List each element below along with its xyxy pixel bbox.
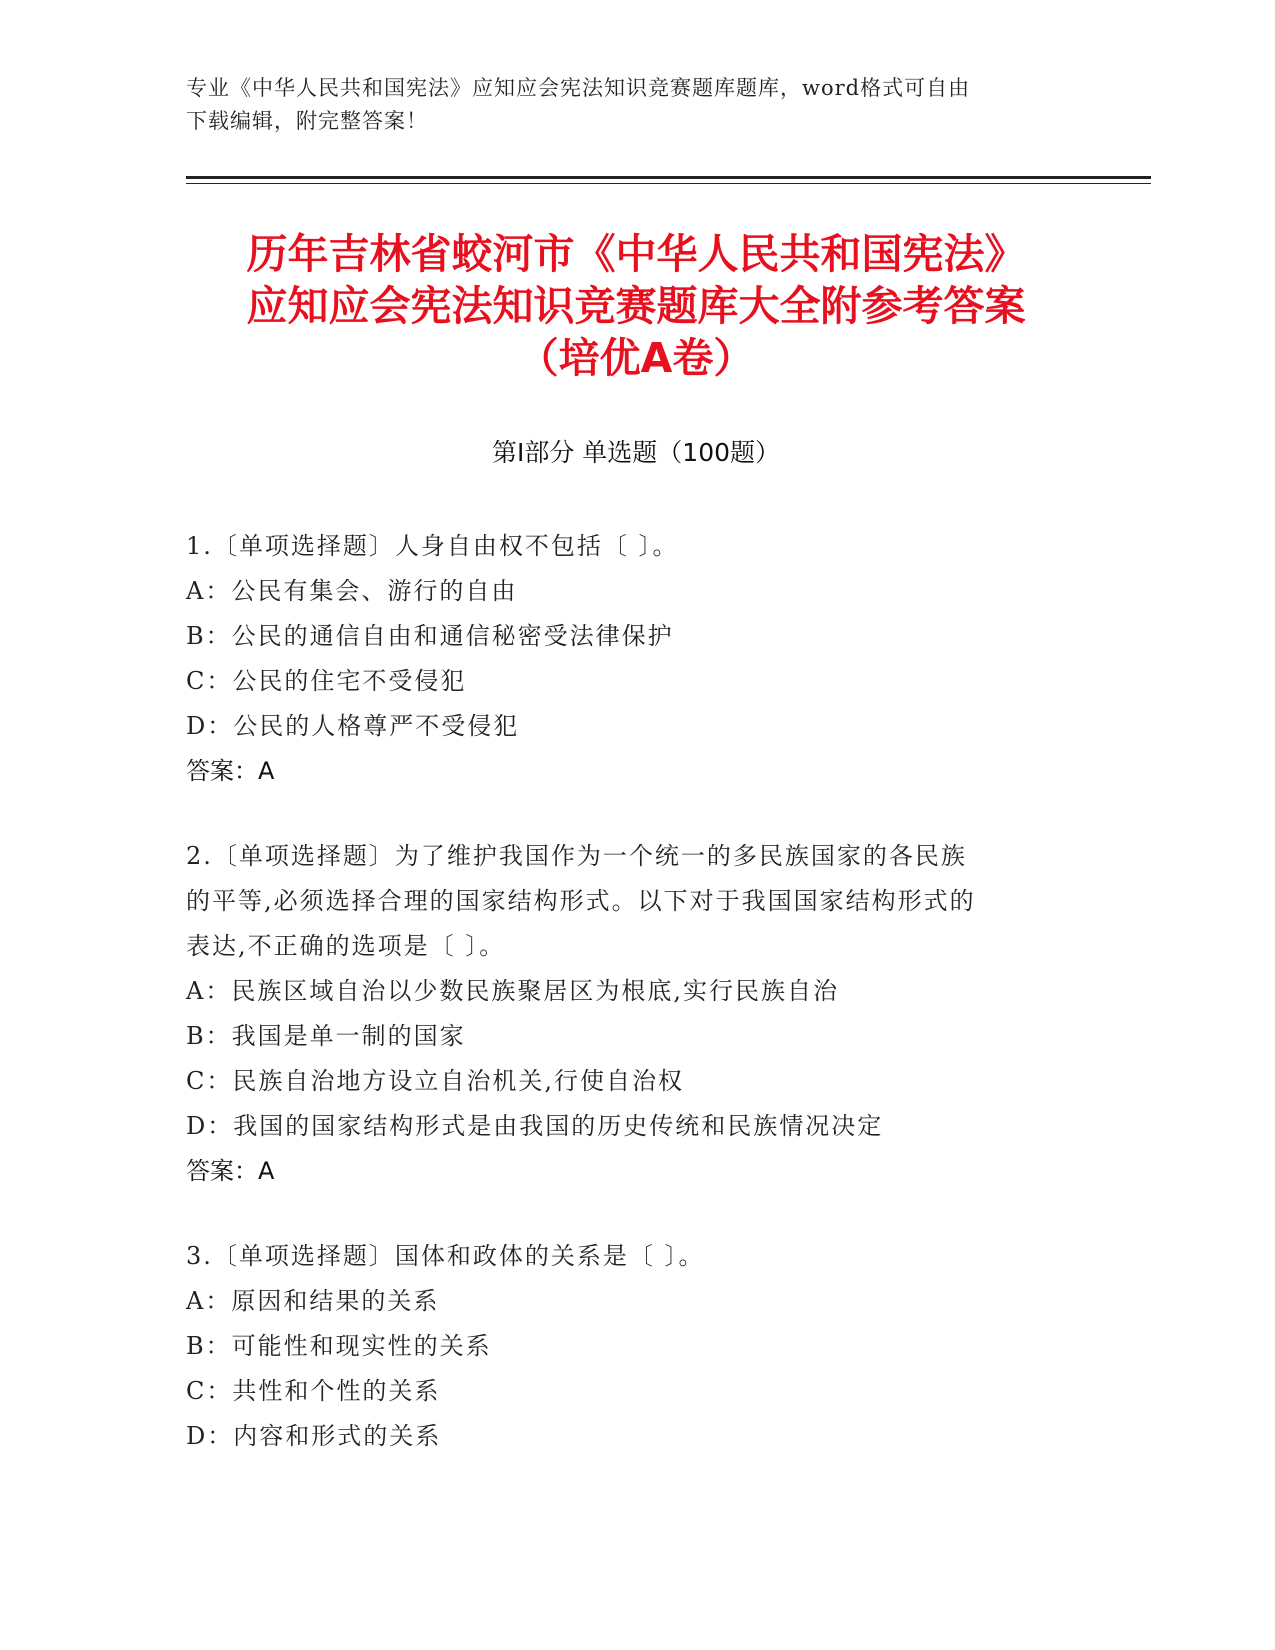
question-stem: 1.〔单项选择题〕人身自由权不包括〔 〕。 [186, 532, 679, 560]
question-stem: 2.〔单项选择题〕为了维护我国作为一个统一的多民族国家的各民族 [186, 842, 967, 870]
answer-option: A：公民有集会、游行的自由 [186, 577, 518, 605]
answer-option: A：民族区域自治以少数民族聚居区为根底,实行民族自治 [186, 977, 839, 1005]
header-note [186, 72, 1066, 138]
question-list [186, 524, 1086, 1499]
question-block [186, 524, 1086, 794]
header-rule-thick [186, 176, 1151, 179]
answer-option: D：公民的人格尊严不受侵犯 [186, 712, 520, 740]
answer-key: 答案：A [186, 757, 275, 785]
answer-option: C：共性和个性的关系 [186, 1377, 441, 1405]
question-stem: 表达,不正确的选项是〔 〕。 [186, 932, 506, 960]
header-note-line: 下载编辑，附完整答案！ [186, 109, 428, 133]
title-line: 应知应会宪法知识竞赛题库大全附参考答案 [246, 282, 1026, 330]
question-stem: 3.〔单项选择题〕国体和政体的关系是〔 〕。 [186, 1242, 705, 1270]
question-block [186, 834, 1086, 1194]
answer-option: B：我国是单一制的国家 [186, 1022, 466, 1050]
answer-key: 答案：A [186, 1157, 275, 1185]
header-rule-thin [186, 183, 1151, 184]
header-note-line: 专业《中华人民共和国宪法》应知应会宪法知识竞赛题库题库，word格式可自由 [186, 76, 971, 100]
document-title [186, 228, 1086, 384]
answer-option: D：内容和形式的关系 [186, 1422, 442, 1450]
question-stem: 的平等,必须选择合理的国家结构形式。以下对于我国国家结构形式的 [186, 887, 976, 915]
title-line: 历年吉林省蛟河市《中华人民共和国宪法》 [246, 230, 1026, 278]
section-heading: 第I部分 单选题（100题） [491, 438, 781, 467]
answer-option: A：原因和结果的关系 [186, 1287, 440, 1315]
answer-option: D：我国的国家结构形式是由我国的历史传统和民族情况决定 [186, 1112, 884, 1140]
title-line: （培优A卷） [517, 334, 755, 382]
answer-option: C：民族自治地方设立自治机关,行使自治权 [186, 1067, 684, 1095]
answer-option: B：可能性和现实性的关系 [186, 1332, 492, 1360]
answer-option: B：公民的通信自由和通信秘密受法律保护 [186, 622, 674, 650]
answer-option: C：公民的住宅不受侵犯 [186, 667, 467, 695]
question-block [186, 1234, 1086, 1459]
